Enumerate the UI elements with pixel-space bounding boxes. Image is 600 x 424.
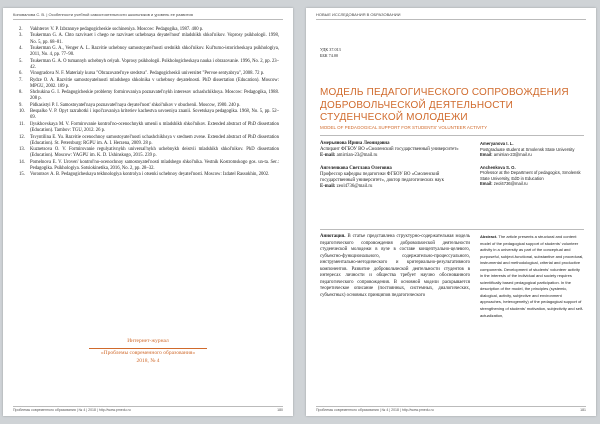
reference-item xyxy=(19,59,279,71)
left-footer xyxy=(13,406,283,413)
author-1-name: Амерьянова Ирина Леонидовна xyxy=(320,141,390,146)
author-1-affiliation: Аспирант ФГБОУ ВО «Смоленский государственный университет» xyxy=(320,147,459,152)
author-1-email[interactable]: amirrian-23@mail.ru xyxy=(336,153,378,158)
reference-number: 12. xyxy=(19,134,25,140)
reference-item xyxy=(19,71,279,77)
en-author-1-name: Ameryanova I. L. xyxy=(480,141,514,146)
reference-text: Vinogradova N. F. Materialy kursa "Obrazovatel'nye sredstva". Pedagogicheskii universitet "Pervoe sentyabrya", 2008. 72 p. xyxy=(30,71,265,77)
reference-number: 5. xyxy=(19,58,23,64)
en-author-1-email-label: Email: xyxy=(480,152,493,157)
journal-line-1: Интернет-журнал xyxy=(127,338,169,344)
en-author-1-affiliation: Postgraduate student at Smolensk State University xyxy=(480,146,575,152)
article-title: МОДЕЛЬ ПЕДАГОГИЧЕСКОГО СОПРОВОЖДЕНИЯ ДОБРОВОЛЬЧЕСКОЙ ДЕЯТЕЛЬНОСТИ СТУДЕНЧЕСКОЙ МОЛОДЕЖИ xyxy=(320,87,569,123)
udk-code: УДК 37.013 xyxy=(320,47,341,52)
reference-text: Rydze O. A. Razvitie samostoyatelnosti mladshego shkolnika v uchebnoy deyatelnosti. PhD dissertation (Education). Moscow: MPGU, 2002. 189 p. xyxy=(30,77,279,89)
abstract-label: Аннотация. xyxy=(320,234,346,239)
reference-item xyxy=(19,135,279,147)
left-page-number: 180 xyxy=(277,408,283,412)
reference-text: Shchukina G. I. Pedagogicheskie problemy formirovaniya poznavatel'nykh interesov uchashchikhsya. Moscow: Pedagogika, 1988. 208 p. xyxy=(30,90,279,102)
right-footer xyxy=(316,406,586,413)
authors-ru xyxy=(320,141,470,197)
reference-text: Pomelnova E. V. Uroven' kontrol'no-ocenochnoy samostoyatel'nosti mladshego shkol'nika. Vestnik Kostromskogo gos. un-ta. Ser.: Pedagogika. Psikhologiya. Sotsiokinetika, 2016, No. 2, pp. 28–32. xyxy=(30,159,279,171)
author-2-block xyxy=(320,166,470,190)
journal-rule xyxy=(89,348,207,349)
reference-item xyxy=(19,33,279,45)
abstract-en-text: The article presents a structural and content model of the pedagogical support of students' volunteer activity in a university as part of the conceptual and purposeful, subject-functional, substantive and procedural, instrumental and methodological, criterial and productive components. Development of students' volunteer activity in the interests of the individual and society requires scientifically based pedagogical participation. In the description of the model, the principles (systemic, dialogical, activity, subjective and environment approaches, heterogeneity) of the pedagogical support of strengthening of students' motivation, subjectivity and self-actualization, xyxy=(480,234,584,318)
en-author-1-block xyxy=(480,141,584,158)
reference-text: Tsukerman G. A. O tumannyh uchebnyh celyah. Voprosy psikhologii. Psikhologicheskaya nauka i obrazovanie. 1996, No. 2, pp. 23–42. xyxy=(30,58,279,70)
reference-number: 8. xyxy=(19,90,23,96)
right-footer-text: Проблемы современного образования | № 4 | 2018 | http://www.pmedu.ru xyxy=(316,408,434,412)
journal-line-3: 2018, № 4 xyxy=(136,357,160,364)
abstract-divider xyxy=(320,229,584,230)
reference-number: 14. xyxy=(19,159,25,165)
abstract-ru-text: В статье представлена структурно-содержательная модель педагогического сопровождения добровольческой деятельности студенческой молодежи в вузе в составе концептуально-целевого, субъектно-функционального, содержательно-процессуального, инструментально-методического и критериально-результативного компонентов. Развитие добровольческой деятельности студентов в интересах личности и общества требует научно обоснованного педагогического сопровождения. В основной модели раскрывается теоретическое описание (постоянных, системных, диалогических, субъектных) основных принципов педагогического xyxy=(320,234,471,298)
abstract-ru xyxy=(320,234,470,299)
article-title-en: MODEL OF PEDAGOGICAL SUPPORT FOR STUDENTS' VOLUNTEER ACTIVITY xyxy=(320,125,488,130)
en-author-2-name: Anchenkova S. O. xyxy=(480,164,516,170)
left-footer-text: Проблемы современного образования | № 4 | 2018 | http://www.pmedu.ru xyxy=(13,408,131,412)
author-1-block xyxy=(320,141,470,159)
left-running-head: Коновалова С. В. | Особенности учебной самостоятельности школьников и уровень ее развития xyxy=(13,12,283,20)
reference-text: Tsukerman G. A., Venger A. L. Razvitie uchebnoy samostoyatel'nosti srednikh shkol'nikov. Kul'turno-istoricheskaya psikhologiya, 2011, No. 4, pp. 77–90. xyxy=(30,46,279,58)
reference-text: Pidkasistyi P. I. Samostoyatel'naya poznavatel'naya deyatel'nost' shkol'nikov v obuchenii. Moscow, 1980. 240 p. xyxy=(30,102,241,108)
reference-list xyxy=(19,27,279,179)
reference-text: Tsvyntilina E. Yu. Razvitie ocenochnoy samostoyatel'nosti uchashchikhsya v srednem zvene. Extended abstract of PhD dissertation (Education). St. Petersburg: RGPU im. A. I. Herzena, 2009. 28 p. xyxy=(30,134,279,146)
reference-item xyxy=(19,122,279,134)
right-page xyxy=(306,8,596,416)
abstract-en xyxy=(480,234,584,319)
reference-number: 4. xyxy=(19,46,23,52)
reference-item xyxy=(19,90,279,102)
reference-item xyxy=(19,147,279,159)
en-author-2-affiliation: Professor at the Department of pedagogics, Smolensk State University, EdD in Education xyxy=(480,170,581,181)
reference-number: 3. xyxy=(19,33,23,39)
reference-number: 2. xyxy=(19,27,23,32)
journal-line-2: «Проблемы современного образования» xyxy=(100,350,196,357)
reference-number: 15. xyxy=(19,172,25,178)
author-2-affiliation: Профессор кафедры педагогики ФГБОУ ВО «Смоленский государственный университет», доктор педагогических наук xyxy=(320,172,444,183)
en-author-2-email[interactable]: zeol4736@mail.ru xyxy=(493,181,528,186)
bbk-code: ББК 74.00 xyxy=(320,52,339,58)
reference-number: 6. xyxy=(19,71,23,77)
author-1-email-label: E-mail: xyxy=(320,153,336,158)
en-author-2-block xyxy=(480,165,584,187)
journal-stamp xyxy=(43,338,253,365)
reference-item xyxy=(19,78,279,90)
reference-item xyxy=(19,103,279,109)
reference-number: 13. xyxy=(19,147,25,153)
author-2-email[interactable]: zeol4736@mail.ru xyxy=(336,184,373,189)
reference-text: Tsukerman G. A. Chto razvivaet i chego ne razvivaet uchebnaya deyatel'nost' mladshikh shkol'nikov. Voprosy psikhologii. 1998, No. 5, pp. 68–81. xyxy=(30,33,279,45)
right-running-head: НОВЫЕ ИССЛЕДОВАНИЯ В ОБРАЗОВАНИИ xyxy=(316,12,586,20)
author-2-email-label: E-mail: xyxy=(320,184,336,189)
en-author-1-email[interactable]: amirrian-23@mail.ru xyxy=(493,152,532,157)
reference-number: 9. xyxy=(19,102,23,108)
reference-text: Ilyukhovskaya M. V. Formirovanie kontrol'no-ocenochnykh umenii u mladshikh shkol'nikov. Extended abstract of PhD dissertation (Education). Tambov: TGU, 2012. 26 p. xyxy=(30,121,279,134)
reference-item xyxy=(19,109,279,121)
reference-number: 10. xyxy=(19,109,25,115)
title-divider xyxy=(320,135,584,136)
reference-text: Bespalko V. P. Opyt razrabotki i ispol'zovaniya kriteriev kachestva usvoeniya znanii. Sovetskaya pedagogika. 1968, No. 5, pp. 52–69. xyxy=(30,109,279,121)
reference-item xyxy=(19,46,279,58)
reference-text: Vorontsov A. B. Pedagogicheskaya tekhnologiya kontrolya i otsenki uchebnoy deyatel'nosti. Moscow: Izdatel Rassokhin, 2002. xyxy=(30,172,270,178)
reference-item xyxy=(19,172,279,178)
author-2-name: Ангеленкова Светлана Олеговна xyxy=(320,166,392,171)
authors-en xyxy=(480,141,584,194)
reference-item xyxy=(19,160,279,172)
reference-text: Vakhterov V. P. Izbrannye pedagogicheskie sochineniya. Moscow: Pedagogika, 1987. 400 p. xyxy=(30,27,204,32)
reference-text: Kuznetsova O. V. Formirovanie regulyativnykh universal'nykh uchebnykh deistvii mladshikh shkol'nikov. PhD dissertation (Education). Moscow: YAGPU im. K. D. Ushinskogo, 2015. 239 p. xyxy=(30,147,279,159)
en-author-2-email-label: Email: xyxy=(480,181,493,186)
abstract-en-label: Abstract. xyxy=(480,234,498,239)
right-page-number: 181 xyxy=(580,408,586,412)
left-page xyxy=(3,8,293,416)
reference-item xyxy=(19,27,279,33)
reference-number: 11. xyxy=(19,121,25,127)
classification-codes xyxy=(320,47,341,58)
reference-number: 7. xyxy=(19,77,23,83)
